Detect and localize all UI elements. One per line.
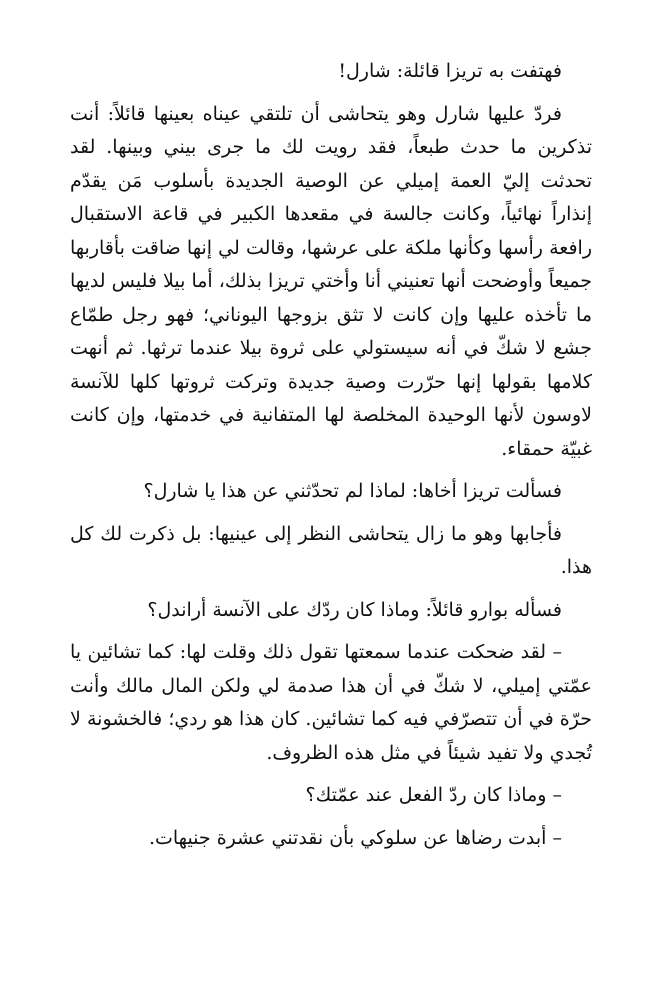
paragraph-7: – وماذا كان ردّ الفعل عند عمّتك؟ <box>305 784 562 806</box>
paragraph-6: – لقد ضحكت عندما سمعتها تقول ذلك وقلت لها: كما تشائين يا عمّتي إميلي، لا شكّ في أن هذا صدمة لي ولكن المال مالك وأنت حرّة في أن تتصرّفي فيه كما تشائين. كان هذا هو ردي؛ فالخشونة لا تُجدي ولا تفيد شيئاً في مثل هذه الظروف. <box>70 641 592 764</box>
paragraph-5: فسأله بوارو قائلاً: وماذا كان ردّك على الآنسة أراندل؟ <box>147 598 562 621</box>
paragraph-2: فردّ عليها شارل وهو يتحاشى أن تلتقي عيناه بعينها قائلاً: أنت تذكرين ما حدث طبعاً، فقد رويت لك ما جرى بيني وبينها. لقد تحدثت إليّ العمة إميلي عن الوصية الجديدة بأسلوب مَن يقدّم إنذاراً نهائياً، وكانت جالسة في مقعدها الكبير في قاعة الاستقبال رافعة رأسها وكأنها ملكة على عرشها، وقالت لي إنها ضاقت بأقاربها جميعاً وأوضحت أنها تعنيني أنا وأختي تريزا بذلك، أما بيلا فليس لديها ما تأخذه عليها وإن كانت لا تثق بزوجها اليوناني؛ فهو رجل طمّاع جشع لا شكّ في أنه سيستولي على ثروة بيلا عندما ترثها. ثم أنهت كلامها بقولها إنها حرّرت وصية جديدة وتركت ثروتها كلها للآنسة لاوسون لأنها الوحيدة المخلصة لها المتفانية في خدمتها، وإن كانت غبيّة حمقاء. <box>70 102 592 460</box>
paragraph-8: – أبدت رضاها عن سلوكي بأن نقدتني عشرة جنيهات. <box>148 826 562 849</box>
paragraph-3: فسألت تريزا أخاها: لماذا لم تحدّثني عن هذا يا شارل؟ <box>143 480 562 502</box>
paragraph-1: فهتفت به تريزا قائلة: شارل! <box>338 60 562 82</box>
paragraph-4: فأجابها وهو ما زال يتحاشى النظر إلى عينيها: بل ذكرت لك كل هذا. <box>70 522 592 578</box>
book-page <box>70 55 592 864</box>
